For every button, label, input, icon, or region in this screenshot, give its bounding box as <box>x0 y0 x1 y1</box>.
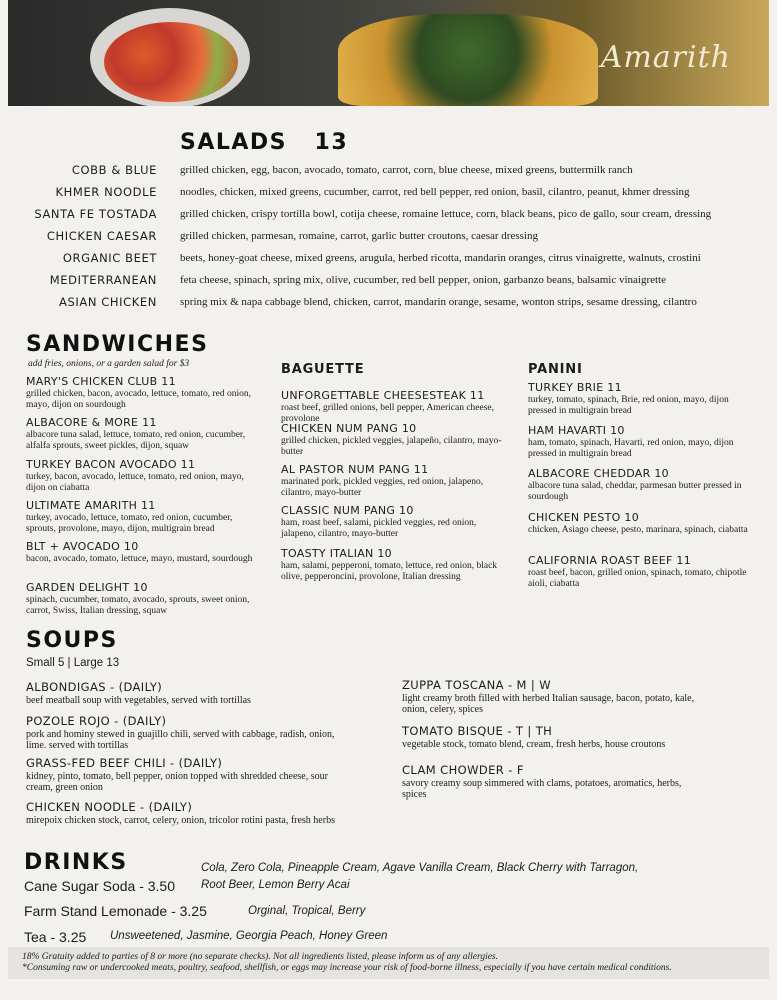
drink-options-line: Cola, Zero Cola, Pineapple Cream, Agave Vanilla Cream, Black Cherry with Tarragon, <box>201 862 639 874</box>
drink-options-line: Root Beer, Lemon Berry Acai <box>201 879 350 891</box>
gratuity-note: 18% Gratuity added to parties of 8 or more (no separate checks). Not all ingredients listed, please inform us of any allergies. <box>22 952 498 962</box>
drinks-heading: DRINKS <box>24 850 128 875</box>
sandwich-description: turkey, avocado, lettuce, tomato, red onion, cucumber, sprouts, provolone, mayo, dijon, multigrain bread <box>26 513 233 534</box>
soup-item <box>26 680 356 706</box>
drink-options-line: Unsweetened, Jasmine, Georgia Peach, Honey Green <box>110 930 388 942</box>
soup-item <box>26 714 356 751</box>
soup-item <box>26 756 356 793</box>
salad-description: grilled chicken, egg, bacon, avocado, tomato, carrot, corn, blue cheese, mixed greens, buttermilk ranch <box>180 164 633 176</box>
salads-heading <box>180 130 348 155</box>
salad-description: grilled chicken, parmesan, romaine, carrot, garlic butter croutons, caesar dressing <box>180 230 538 242</box>
sandwich-item <box>281 422 511 457</box>
soup-description: mirepoix chicken stock, carrot, celery, onion, tricolor rotini pasta, fresh herbs <box>26 815 335 826</box>
salad-item <box>0 229 777 247</box>
sandwich-item <box>26 458 256 493</box>
salad-name: ORGANIC BEET <box>62 251 157 265</box>
salad-description: grilled chicken, crispy tortilla bowl, cotija cheese, romaine lettuce, corn, black beans, pico de gallo, sour cream, dressing <box>180 208 712 220</box>
salad-item <box>0 295 777 313</box>
salad-name: COBB & BLUE <box>71 163 157 177</box>
sandwich-column-heading: PANINI <box>528 362 583 377</box>
sandwich-item <box>281 389 511 424</box>
salad-name: SANTA FE TOSTADA <box>34 207 157 221</box>
soup-name: GRASS-FED BEEF CHILI - (DAILY) <box>26 756 223 770</box>
sandwich-description: spinach, cucumber, tomato, avocado, sprouts, sweet onion, carrot, Swiss, Italian dressing, squaw <box>26 595 250 616</box>
soup-item <box>402 678 702 715</box>
soup-description: beef meatball soup with vegetables, served with tortillas <box>26 695 251 706</box>
sandwich-description: chicken, Asiago cheese, pesto, marinara, spinach, ciabatta <box>528 525 748 535</box>
drink-name: Cane Sugar Soda - 3.50 <box>24 878 175 894</box>
salad-name: MEDITERRANEAN <box>49 273 157 287</box>
soup-item <box>402 763 702 800</box>
drink-name: Tea - 3.25 <box>24 929 87 945</box>
sandwich-name: CHICKEN NUM PANG 10 <box>281 422 417 435</box>
sandwich-name: HAM HAVARTI 10 <box>528 424 625 437</box>
drink-options <box>110 928 387 945</box>
drink-options <box>201 860 638 894</box>
sandwich-item <box>26 499 256 534</box>
sandwich-name: UNFORGETTABLE CHEESESTEAK 11 <box>281 389 485 402</box>
sandwich-description: ham, roast beef, salami, pickled veggies, red onion, jalapeno, cilantro, mayo-butter <box>281 518 477 539</box>
sandwich-name: BLT + AVOCADO 10 <box>26 540 139 553</box>
sandwich-item <box>26 540 256 565</box>
soup-item <box>26 800 356 826</box>
soup-name: POZOLE ROJO - (DAILY) <box>26 714 167 728</box>
sandwich-description: albacore tuna salad, cheddar, parmesan butter pressed in sourdough <box>528 481 742 502</box>
sandwiches-heading: SANDWICHES <box>26 332 209 357</box>
sandwich-item <box>528 424 758 459</box>
sandwich-description: turkey, tomato, spinach, Brie, red onion, mayo, dijon pressed in multigrain bread <box>528 395 729 416</box>
salad-item <box>0 273 777 291</box>
soup-name: TOMATO BISQUE - T | TH <box>402 724 553 738</box>
salad-name: CHICKEN CAESAR <box>46 229 157 243</box>
salad-item <box>0 163 777 181</box>
sandwich-item <box>281 547 511 582</box>
sandwich-description: bacon, avocado, tomato, lettuce, mayo, mustard, sourdough <box>26 554 253 564</box>
header-banner-photo <box>8 0 769 106</box>
salsa-image <box>104 22 238 102</box>
food-safety-note: *Consuming raw or undercooked meats, poultry, seafood, shellfish, or eggs may increase your risk of food-borne illness, especially if you have certain medical conditions. <box>22 963 672 973</box>
soup-description: vegetable stock, tomato blend, cream, fresh herbs, house croutons <box>402 739 666 750</box>
sandwich-description: grilled chicken, bacon, avocado, lettuce, tomato, red onion, mayo, dijon on sourdough <box>26 389 252 410</box>
sandwiches-note: add fries, onions, or a garden salad for $3 <box>28 359 190 369</box>
sandwich-name: MARY'S CHICKEN CLUB 11 <box>26 375 176 388</box>
sandwich-description: marinated pork, pickled veggies, red onion, jalapeno, cilantro, mayo-butter <box>281 477 484 498</box>
soup-name: ALBONDIGAS - (DAILY) <box>26 680 163 694</box>
sandwich-description: roast beef, bacon, grilled onion, spinach, tomato, chipotle aioli, ciabatta <box>528 568 747 589</box>
sandwich-description: albacore tuna salad, lettuce, tomato, red onion, cucumber, alfalfa sprouts, sweet pickles, dijon, squaw <box>26 430 246 451</box>
sandwich-name: CHICKEN PESTO 10 <box>528 511 640 524</box>
soup-sizes: Small 5 | Large 13 <box>26 657 120 669</box>
soups-heading: SOUPS <box>26 628 118 653</box>
salad-name: ASIAN CHICKEN <box>59 295 157 309</box>
salad-item <box>0 207 777 225</box>
salad-item <box>0 251 777 269</box>
sandwich-item <box>26 375 256 410</box>
footer-notice <box>8 947 769 979</box>
salad-description: beets, honey-goat cheese, mixed greens, arugula, herbed ricotta, mandarin oranges, citrus vinaigrette, walnuts, crostini <box>180 252 701 264</box>
soup-name: ZUPPA TOSCANA - M | W <box>402 678 552 692</box>
sandwich-name: CLASSIC NUM PANG 10 <box>281 504 414 517</box>
sandwich-name: ALBACORE CHEDDAR 10 <box>528 467 669 480</box>
sandwich-name: TURKEY BRIE 11 <box>528 381 622 394</box>
soup-description: kidney, pinto, tomato, bell pepper, onion topped with shredded cheese, sour cream, green onion <box>26 771 328 793</box>
sandwich-description: roast beef, grilled onions, bell pepper, American cheese, provolone <box>281 403 495 424</box>
tostada-image <box>338 14 598 106</box>
brand-logo: Amarith <box>600 40 731 75</box>
drink-name: Farm Stand Lemonade - 3.25 <box>24 903 207 919</box>
sandwich-name: AL PASTOR NUM PANG 11 <box>281 463 429 476</box>
salad-description: feta cheese, spinach, spring mix, olive, cucumber, red bell pepper, onion, garbanzo beans, balsamic vinaigrette <box>180 274 666 286</box>
sandwich-item <box>281 504 511 539</box>
sandwich-description: turkey, bacon, avocado, lettuce, tomato, red onion, mayo, dijon on ciabatta <box>26 472 244 493</box>
sandwich-item <box>281 463 511 498</box>
soup-name: CLAM CHOWDER - F <box>402 763 524 777</box>
sandwich-description: ham, salami, pepperoni, tomato, lettuce, red onion, black olive, pepperoncini, provolone, Italian dressing <box>281 561 498 582</box>
sandwich-name: TURKEY BACON AVOCADO 11 <box>26 458 196 471</box>
sandwich-item <box>528 467 758 502</box>
sandwich-description: ham, tomato, spinach, Havarti, red onion, mayo, dijon pressed in multigrain bread <box>528 438 734 459</box>
sandwich-name: CALIFORNIA ROAST BEEF 11 <box>528 554 691 567</box>
sandwich-name: ULTIMATE AMARITH 11 <box>26 499 156 512</box>
salad-name: KHMER NOODLE <box>55 185 157 199</box>
salads-price: 13 <box>314 130 349 155</box>
sandwich-item <box>26 416 256 451</box>
salad-description: noodles, chicken, mixed greens, cucumber, carrot, red bell pepper, red onion, basil, cilantro, peanut, khmer dressing <box>180 186 690 198</box>
soup-description: pork and hominy stewed in guajillo chili, served with cabbage, radish, onion, lime. served with tortillas <box>26 729 335 751</box>
sandwich-item <box>26 581 256 616</box>
sandwich-name: ALBACORE & MORE 11 <box>26 416 157 429</box>
salads-title: SALADS <box>180 130 288 155</box>
sandwich-name: TOASTY ITALIAN 10 <box>281 547 392 560</box>
sandwich-item <box>528 554 758 589</box>
sandwich-description: grilled chicken, pickled veggies, jalapeño, cilantro, mayo-butter <box>281 436 502 457</box>
soup-name: CHICKEN NOODLE - (DAILY) <box>26 800 193 814</box>
soup-item <box>402 724 702 750</box>
sandwich-name: GARDEN DELIGHT 10 <box>26 581 148 594</box>
sandwich-column-heading: BAGUETTE <box>281 362 365 377</box>
drink-options-line: Orginal, Tropical, Berry <box>248 905 366 917</box>
drink-options <box>248 903 365 920</box>
sandwich-item <box>528 511 758 536</box>
soup-description: savory creamy soup simmered with clams, potatoes, aromatics, herbs, spices <box>402 778 682 800</box>
salad-description: spring mix & napa cabbage blend, chicken, carrot, mandarin orange, sesame, wonton strips, sesame dressing, cilantro <box>180 296 697 308</box>
soup-description: light creamy broth filled with herbed Italian sausage, bacon, potato, kale, onion, celery, spices <box>402 693 695 715</box>
salad-item <box>0 185 777 203</box>
sandwich-item <box>528 381 758 416</box>
